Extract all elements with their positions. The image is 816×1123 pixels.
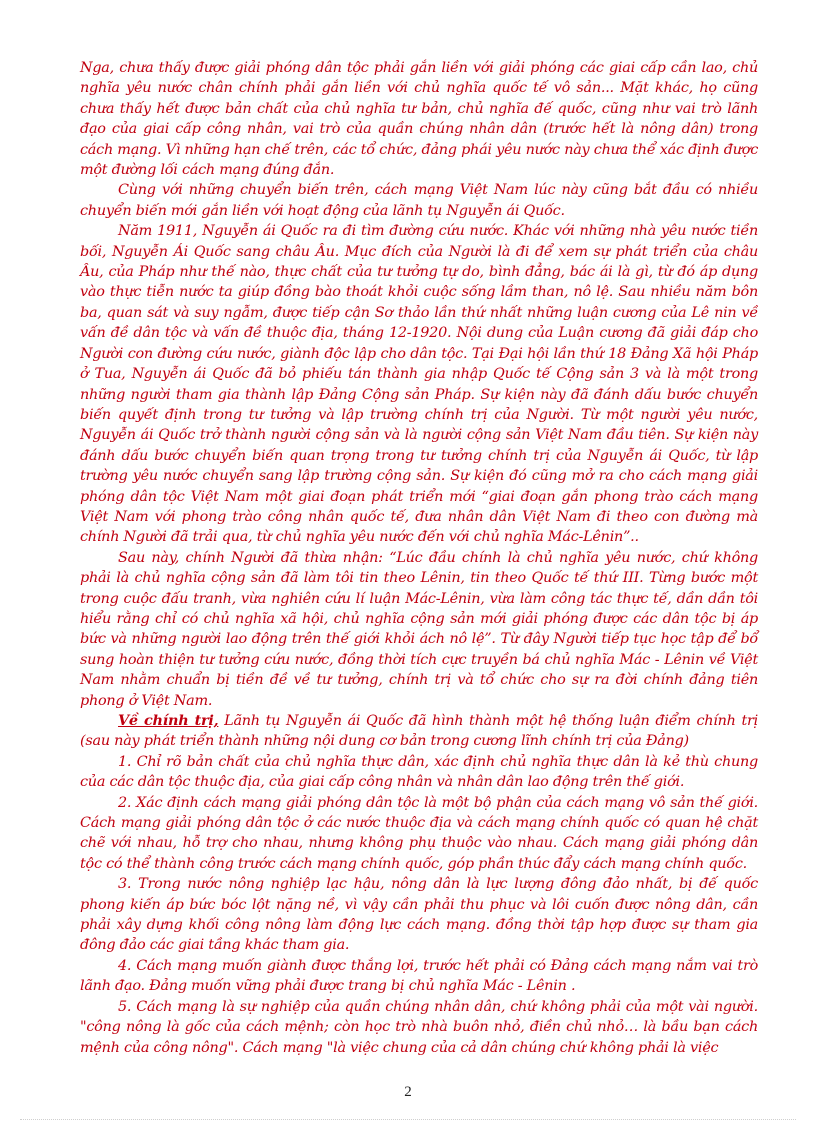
page-body	[80, 58, 758, 1058]
section-heading-politics: Về chính trị,	[118, 712, 219, 729]
list-item-point-2: 2. Xác định cách mạng giải phóng dân tộc là một bộ phận của cách mạng vô sản thế giới. Cách mạng giải phóng dân tộc ở các nước thuộc địa và cách mạng chính quốc có quan hệ chặt chẽ với nhau, hỗ trợ cho nhau, nhưng không phụ thuộc vào nhau. Cách mạng giải phóng dân tộc có thể thành công trước cách mạng chính quốc, góp phần thúc đẩy cách mạng chính quốc.	[80, 794, 758, 872]
politics-intro: Lãnh tụ Nguyễn ái Quốc đã hình thành một hệ thống luận điểm chính trị (sau này phát triển thành những nội dung cơ bản trong cương lĩnh chính trị của Đảng)	[80, 713, 758, 750]
paragraph-quote: Sau này, chính Người đã thừa nhận: “Lúc đầu chính là chủ nghĩa yêu nước, chứ không phải là chủ nghĩa cộng sản đã làm tôi tin theo Lênin, tin theo Quốc tế thứ III. Từng bước một trong cuộc đấu tranh, vừa nghiên cứu lí luận Mác-Lênin, vừa làm công tác thực tế, dần dần tôi hiểu rằng chỉ có chủ nghĩa xã hội, chủ nghĩa cộng sản mới giải phóng được các dân tộc bị áp bức và những người lao động trên thế giới khỏi ách nô lệ”. Từ đây Người tiếp tục học tập để bổ sung hoàn thiện tư tưởng cứu nước, đồng thời tích cực truyền bá chủ nghĩa Mác - Lênin về Việt Nam nhằm chuẩn bị tiền đề về tư tưởng, chính trị và tổ chức cho sự ra đời chính đảng tiên phong ở Việt Nam.	[80, 549, 758, 709]
list-item-point-3: 3. Trong nước nông nghiệp lạc hậu, nông dân là lực lượng đông đảo nhất, bị đế quốc phong kiến áp bức bóc lột nặng nề, vì vậy cần phải thu phục và lôi cuốn được nông dân, cần phải xây dựng khối công nông làm động lực cách mạng. đồng thời tập hợp được sự tham gia đông đảo các giai tầng khác tham gia.	[80, 876, 758, 954]
paragraph-continuation: Nga, chưa thấy được giải phóng dân tộc phải gắn liền với giải phóng các giai cấp cần lao, chủ nghĩa yêu nước chân chính phải gắn liền với chủ nghĩa quốc tế vô sản... Mặt khác, họ cũng chưa thấy hết được bản chất của chủ nghĩa tư bản, chủ nghĩa đế quốc, cũng như vai trò lãnh đạo của giai cấp công nhân, vai trò của quần chúng nhân dân (trước hết là nông dân) trong cách mạng. Vì những hạn chế trên, các tổ chức, đảng phái yêu nước này chưa thể xác định được một đường lối cách mạng đúng đắn.	[80, 60, 758, 179]
paragraph-transition: Cùng với những chuyển biến trên, cách mạng Việt Nam lúc này cũng bắt đầu có nhiều chuyển biến mới gắn liền với hoạt động của lãnh tụ Nguyễn ái Quốc.	[80, 182, 758, 219]
paragraph-politics	[80, 711, 758, 752]
list-item-point-5: 5. Cách mạng là sự nghiệp của quần chúng nhân dân, chứ không phải của một vài người. "công nông là gốc của cách mệnh; còn học trò nhà buôn nhỏ, điền chủ nhỏ… là bầu bạn cách mệnh của công nông". Cách mạng "là việc chung của cả dân chúng chứ không phải là việc	[80, 998, 758, 1056]
list-item-point-4: 4. Cách mạng muốn giành được thắng lợi, trước hết phải có Đảng cách mạng nắm vai trò lãnh đạo. Đảng muốn vững phải được trang bị chủ nghĩa Mác - Lênin .	[80, 957, 758, 995]
list-item-point-1: 1. Chỉ rõ bản chất của chủ nghĩa thực dân, xác định chủ nghĩa thực dân là kẻ thù chung của các dân tộc thuộc địa, của giai cấp công nhân và nhân dân lao động trên thế giới.	[80, 753, 758, 791]
footer-divider	[20, 1119, 796, 1120]
page-number: 2	[404, 1084, 412, 1100]
paragraph-1911: Năm 1911, Nguyễn ái Quốc ra đi tìm đường cứu nước. Khác với những nhà yêu nước tiền bối, Nguyễn Ái Quốc sang châu Âu. Mục đích của Người là đi để xem sự phát triển của châu Âu, của Pháp như thế nào, thực chất của tư tưởng tự do, bình đẳng, bác ái là gì, từ đó áp dụng vào thực tiễn nước ta giúp đồng bào thoát khỏi cuộc sống lầm than, nô lệ. Sau nhiều năm bôn ba, quan sát và suy ngẫm, được tiếp cận Sơ thảo lần thứ nhất những luận cương của Lê nin về vấn đề dân tộc và vấn đề thuộc địa, tháng 12-1920. Nội dung của Luận cương đã giải đáp cho Người con đường cứu nước, giành độc lập cho dân tộc. Tại Đại hội lần thứ 18 Đảng Xã hội Pháp ở Tua, Nguyễn ái Quốc đã bỏ phiếu tán thành gia nhập Quốc tế Cộng sản 3 và là một trong những người tham gia thành lập Đảng Cộng sản Pháp. Sự kiện này đã đánh dấu bước chuyển biến quyết định trong tư tưởng và lập trường chính trị của Người. Từ một người yêu nước, Nguyễn ái Quốc trở thành người cộng sản và là người cộng sản Việt Nam đầu tiên. Sự kiện này đánh dấu bước chuyển biến quan trọng trong tư tưởng chính trị của Nguyễn ái Quốc, từ lập trường yêu nước chuyển sang lập trường cộng sản. Sự kiện đó cũng mở ra cho cách mạng giải phóng dân tộc Việt Nam một giai đoạn phát triển mới “giai đoạn gắn phong trào cách mạng Việt Nam với phong trào công nhân quốc tế, đưa nhân dân Việt Nam đi theo con đường mà chính Người đã trải qua, từ chủ nghĩa yêu nước đến với chủ nghĩa Mác-Lênin”..	[80, 223, 758, 546]
